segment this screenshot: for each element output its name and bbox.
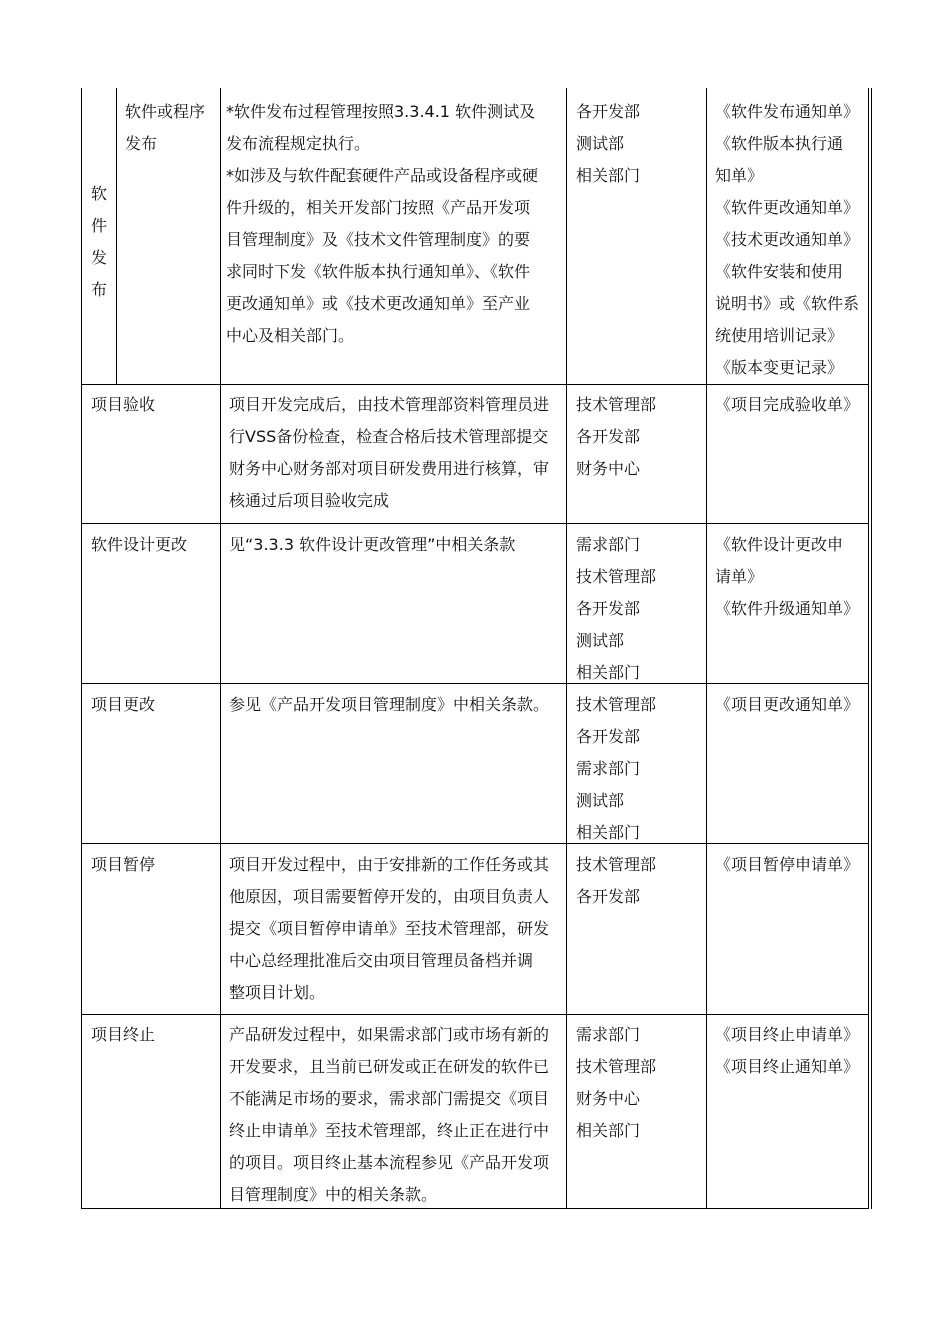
phase-line: 软件或程序 (125, 102, 206, 121)
dept-line: 财务中心 (576, 459, 641, 478)
dept-line: 技术管理部 (576, 695, 657, 714)
dept-line: 相关部门 (576, 166, 641, 185)
doc-line: 统使用培训记录》 (715, 326, 844, 345)
row-terminate-content (229, 1019, 565, 1211)
grid-row-divider (81, 843, 869, 844)
content-line: 核通过后项目验收完成 (229, 491, 390, 510)
dept-line: 需求部门 (576, 535, 641, 554)
content-bullet (226, 160, 562, 352)
doc-line: 《项目终止通知单》 (715, 1057, 860, 1076)
content-line: 产品研发过程中，如果需求部门或市场有新的 (229, 1025, 550, 1044)
content-line: 不能满足市场的要求，需求部门需提交《项目 (229, 1089, 550, 1108)
content-line: 目管理制度》中的相关条款。 (229, 1185, 438, 1204)
row-acceptance-phase (91, 389, 217, 421)
grid-line-dept (706, 88, 707, 1209)
release-dept-cell (576, 96, 702, 192)
content-line: 整项目计划。 (229, 983, 326, 1002)
content-line: 中心及相关部门。 (226, 326, 355, 345)
dept-line: 技术管理部 (576, 567, 657, 586)
doc-line: 《软件升级通知单》 (715, 599, 860, 618)
doc-line: 《软件发布通知单》 (715, 102, 860, 121)
grid-line-phase (220, 88, 221, 1209)
phase-label: 项目暂停 (91, 855, 156, 874)
grid-line-release-inner (116, 88, 117, 384)
content-line: 见“3.3.3 软件设计更改管理”中相关条款 (229, 535, 516, 554)
content-line: 财务中心财务部对项目研发费用进行核算，审 (229, 459, 550, 478)
grid-line-content (566, 88, 567, 1209)
doc-line: 《项目完成验收单》 (715, 395, 860, 414)
row-pause-content (229, 849, 565, 1009)
row-design-change-content (229, 529, 565, 561)
dept-line: 测试部 (576, 791, 625, 810)
content-line: 他原因，项目需要暂停开发的，由项目负责人 (229, 887, 550, 906)
row-terminate-docs (715, 1019, 863, 1083)
doc-line: 《软件版本执行通 (715, 134, 844, 153)
doc-line: 《软件设计更改申 (715, 535, 844, 554)
dept-line: 需求部门 (576, 759, 641, 778)
row-design-change-depts (576, 529, 702, 689)
grid-row-divider (81, 683, 869, 684)
dept-line: 各开发部 (576, 599, 641, 618)
phase-label: 项目验收 (91, 395, 156, 414)
doc-line: 《软件安装和使用 (715, 262, 844, 281)
content-line: 参见《产品开发项目管理制度》中相关条款。 (229, 695, 550, 714)
doc-line: 《项目暂停申请单》 (715, 855, 860, 874)
content-line: *软件发布过程管理按照3.3.4.1 软件测试及 (226, 102, 536, 121)
row-acceptance-docs (715, 389, 863, 421)
grid-row-divider (81, 1014, 869, 1015)
grid-line-left (81, 88, 82, 1209)
content-line: 件升级的，相关开发部门按照《产品开发项 (226, 198, 531, 217)
release-vertical-title (89, 178, 109, 306)
content-line: 行VSS备份检查，检查合格后技术管理部提交 (229, 427, 549, 446)
dept-line: 技术管理部 (576, 1057, 657, 1076)
dept-line: 各开发部 (576, 727, 641, 746)
row-project-change-docs (715, 689, 863, 721)
release-doc-cell (715, 96, 863, 384)
dept-line: 技术管理部 (576, 395, 657, 414)
doc-line: 《技术更改通知单》 (715, 230, 860, 249)
row-project-change-phase (91, 689, 217, 721)
content-line: 提交《项目暂停申请单》至技术管理部，研发 (229, 919, 550, 938)
dept-line: 相关部门 (576, 663, 641, 682)
grid-line-right (868, 88, 869, 1209)
content-line: 终止申请单》至技术管理部，终止正在进行中 (229, 1121, 550, 1140)
content-line: 中心总经理批准后交由项目管理员备档并调 (229, 951, 534, 970)
dept-line: 需求部门 (576, 1025, 641, 1044)
dept-line: 各开发部 (576, 102, 641, 121)
grid-row-divider (81, 384, 869, 385)
content-line: 项目开发过程中，由于安排新的工作任务或其 (229, 855, 550, 874)
row-terminate-depts (576, 1019, 702, 1147)
doc-line: 《软件更改通知单》 (715, 198, 860, 217)
phase-label: 软件设计更改 (91, 535, 188, 554)
grid-row-divider (81, 523, 869, 524)
vertical-char: 布 (90, 280, 107, 299)
row-terminate-phase (91, 1019, 217, 1051)
row-design-change-docs (715, 529, 863, 625)
vertical-char: 发 (90, 248, 107, 267)
dept-line: 相关部门 (576, 1121, 641, 1140)
doc-line: 说明书》或《软件系 (715, 294, 860, 313)
release-phase-cell (125, 96, 217, 160)
content-line: 发布流程规定执行。 (226, 134, 371, 153)
phase-label: 项目终止 (91, 1025, 156, 1044)
doc-line: 请单》 (715, 567, 764, 586)
content-line: 开发要求，且当前已研发或正在研发的软件已 (229, 1057, 550, 1076)
row-pause-phase (91, 849, 217, 881)
dept-line: 各开发部 (576, 887, 641, 906)
content-line: 更改通知单》或《技术更改通知单》至产业 (226, 294, 531, 313)
doc-line: 知单》 (715, 166, 764, 185)
dept-line: 相关部门 (576, 823, 641, 842)
vertical-char: 软 (90, 184, 107, 203)
content-line: 求同时下发《软件版本执行通知单》、《软件 (226, 262, 531, 281)
content-line: 的项目。项目终止基本流程参见《产品开发项 (229, 1153, 550, 1172)
vertical-char: 件 (90, 216, 107, 235)
doc-line: 《项目终止申请单》 (715, 1025, 860, 1044)
grid-line-right-outer (871, 88, 872, 1209)
row-acceptance-depts (576, 389, 702, 485)
dept-line: 测试部 (576, 631, 625, 650)
doc-line: 《版本变更记录》 (715, 358, 844, 377)
phase-label: 项目更改 (91, 695, 156, 714)
doc-line: 《项目更改通知单》 (715, 695, 860, 714)
dept-line: 测试部 (576, 134, 625, 153)
content-bullet (226, 96, 562, 160)
dept-line: 技术管理部 (576, 855, 657, 874)
row-pause-docs (715, 849, 863, 881)
row-project-change-content (229, 689, 565, 721)
content-line: *如涉及与软件配套硬件产品或设备程序或硬 (226, 166, 539, 185)
row-pause-depts (576, 849, 702, 913)
row-design-change-phase (91, 529, 217, 561)
row-acceptance-content (229, 389, 565, 517)
row-project-change-depts (576, 689, 702, 849)
phase-line: 发布 (125, 134, 158, 153)
dept-line: 财务中心 (576, 1089, 641, 1108)
content-line: 项目开发完成后，由技术管理部资料管理员进 (229, 395, 550, 414)
dept-line: 各开发部 (576, 427, 641, 446)
content-line: 目管理制度》及《技术文件管理制度》的要 (226, 230, 531, 249)
release-content-cell (226, 96, 562, 352)
